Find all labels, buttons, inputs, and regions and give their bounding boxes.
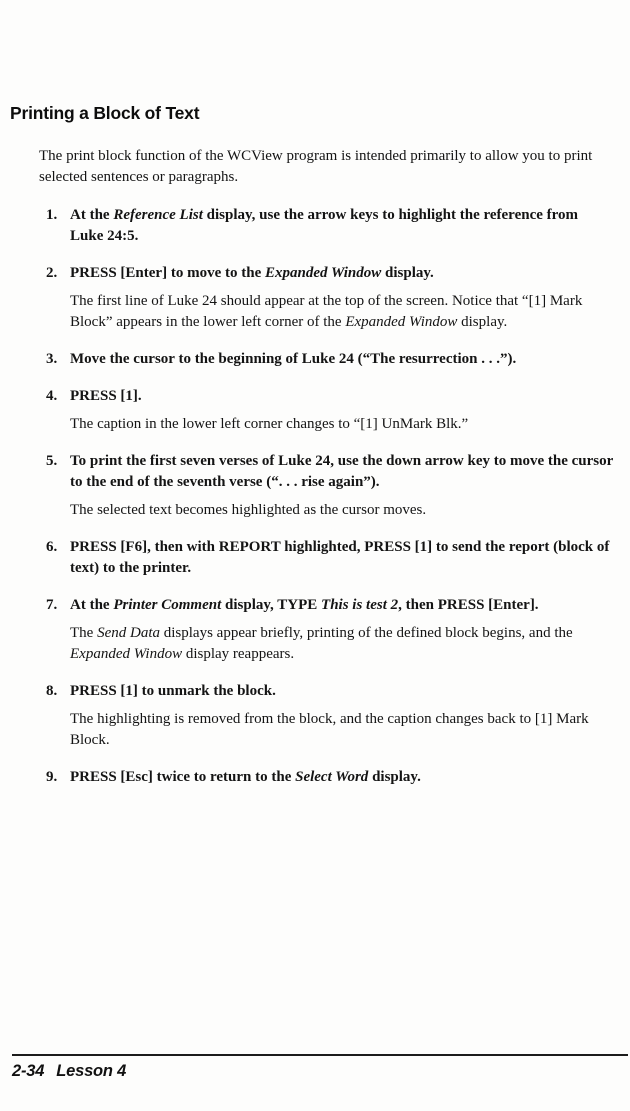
step-body: The Send Data displays appear briefly, printing of the defined block begins, and the Expanded Window display reappears.	[70, 625, 573, 662]
step-number: 5.	[46, 453, 58, 469]
footer-rule	[12, 1054, 628, 1056]
step-number: 7.	[46, 597, 58, 613]
step-heading: At the Printer Comment display, TYPE This is test 2, then PRESS [Enter].	[70, 597, 539, 613]
step-heading: PRESS [F6], then with REPORT highlighted, PRESS [1] to send the report (block of text) to the printer.	[70, 539, 610, 576]
step-number: 1.	[46, 207, 58, 223]
step-number: 6.	[46, 539, 58, 555]
step-item	[46, 205, 630, 247]
step-item	[46, 349, 630, 370]
step-number: 3.	[46, 351, 58, 367]
step-item	[46, 595, 630, 665]
step-number: 2.	[46, 265, 58, 281]
page-title: Printing a Block of Text	[10, 103, 200, 123]
intro-paragraph: The print block function of the WCView program is intended primarily to allow you to print selected sentences or paragraphs.	[39, 148, 593, 185]
step-body: The caption in the lower left corner changes to “[1] UnMark Blk.”	[70, 416, 469, 432]
step-heading: At the Reference List display, use the arrow keys to highlight the reference from Luke 24:5.	[70, 207, 579, 244]
step-number: 9.	[46, 769, 58, 785]
step-number: 8.	[46, 683, 58, 699]
step-item	[46, 767, 630, 788]
step-heading: To print the first seven verses of Luke 24, use the down arrow key to move the cursor to the end of the seventh verse (“. . . rise again”).	[70, 453, 614, 490]
step-heading: PRESS [Enter] to move to the Expanded Window display.	[70, 265, 434, 281]
step-heading: PRESS [1] to unmark the block.	[70, 683, 276, 699]
step-item	[46, 451, 630, 521]
step-item	[46, 681, 630, 751]
step-body: The first line of Luke 24 should appear at the top of the screen. Notice that “[1] Mark Block” appears in the lower left corner of the Expanded Window display.	[70, 293, 583, 330]
step-number: 4.	[46, 388, 58, 404]
step-body: The highlighting is removed from the block, and the caption changes back to [1] Mark Block.	[70, 711, 589, 748]
step-body: The selected text becomes highlighted as the cursor moves.	[70, 502, 427, 518]
step-heading: PRESS [Esc] twice to return to the Select Word display.	[70, 769, 421, 785]
step-item	[46, 386, 630, 435]
step-item	[46, 537, 630, 579]
step-item	[46, 263, 630, 333]
footer-lesson-label: Lesson 4	[56, 1062, 127, 1080]
step-heading: Move the cursor to the beginning of Luke 24 (“The resurrection . . .”).	[70, 351, 517, 367]
page-footer	[12, 1062, 126, 1081]
steps-list	[0, 205, 630, 788]
footer-page-number: 2-34	[12, 1062, 45, 1080]
step-heading: PRESS [1].	[70, 388, 142, 404]
